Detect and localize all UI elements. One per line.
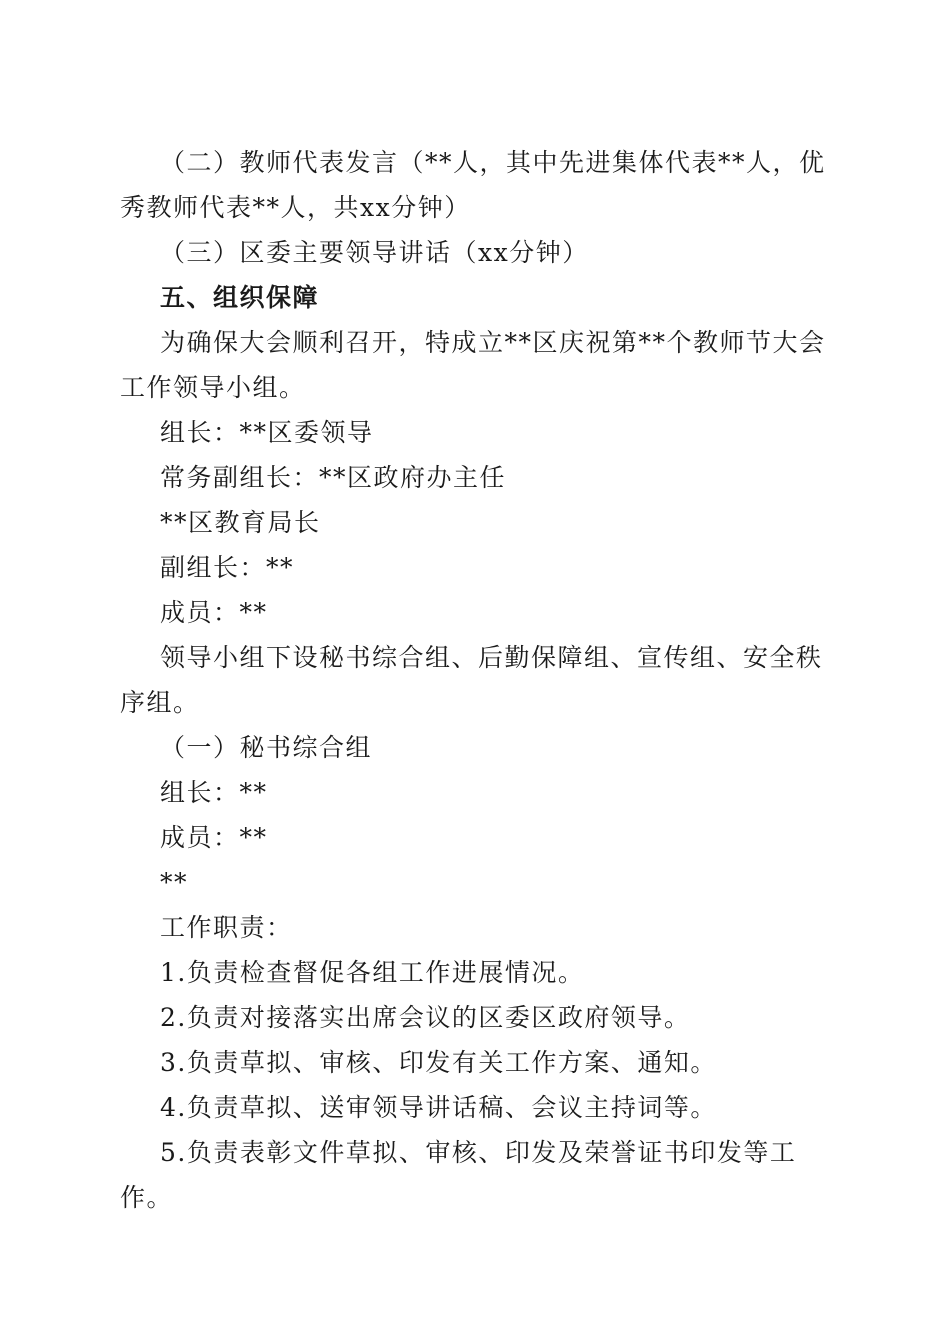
duty-item-1: 1.负责检查督促各组工作进展情况。 [160,958,585,987]
paragraph-deputy-leader: 副组长：** [160,553,295,582]
paragraph-leader-speech: （三）区委主要领导讲话（xx分钟） [160,238,589,267]
paragraph-secretary-member-extra: ** [160,868,188,897]
subsection-heading-secretary: （一）秘书综合组 [160,733,373,762]
paragraph-leadership-group: 为确保大会顺利召开，特成立**区庆祝第**个教师节大会工作领导小组。 [120,328,826,402]
duty-item-4: 4.负责草拟、送审领导讲话稿、会议主持词等。 [160,1093,717,1122]
section-heading-organization: 五、组织保障 [160,283,320,312]
duty-item-5: 5.负责表彰文件草拟、审核、印发及荣誉证书印发等工作。 [120,1138,797,1212]
duty-item-3: 3.负责草拟、审核、印发有关工作方案、通知。 [160,1048,717,1077]
paragraph-group-leader: 组长：**区委领导 [160,418,374,447]
paragraph-duties-label: 工作职责： [160,913,293,942]
paragraph-teacher-speech: （二）教师代表发言（**人，其中先进集体代表**人，优秀教师代表**人，共xx分钟） [120,148,826,222]
paragraph-secretary-leader: 组长：** [160,778,268,807]
paragraph-education-director: **区教育局长 [160,508,321,537]
paragraph-members: 成员：** [160,598,268,627]
paragraph-executive-deputy: 常务副组长：**区政府办主任 [160,463,507,492]
duty-item-2: 2.负责对接落实出席会议的区委区政府领导。 [160,1003,691,1032]
paragraph-subgroups: 领导小组下设秘书综合组、后勤保障组、宣传组、安全秩序组。 [120,643,823,717]
paragraph-secretary-members: 成员：** [160,823,268,852]
